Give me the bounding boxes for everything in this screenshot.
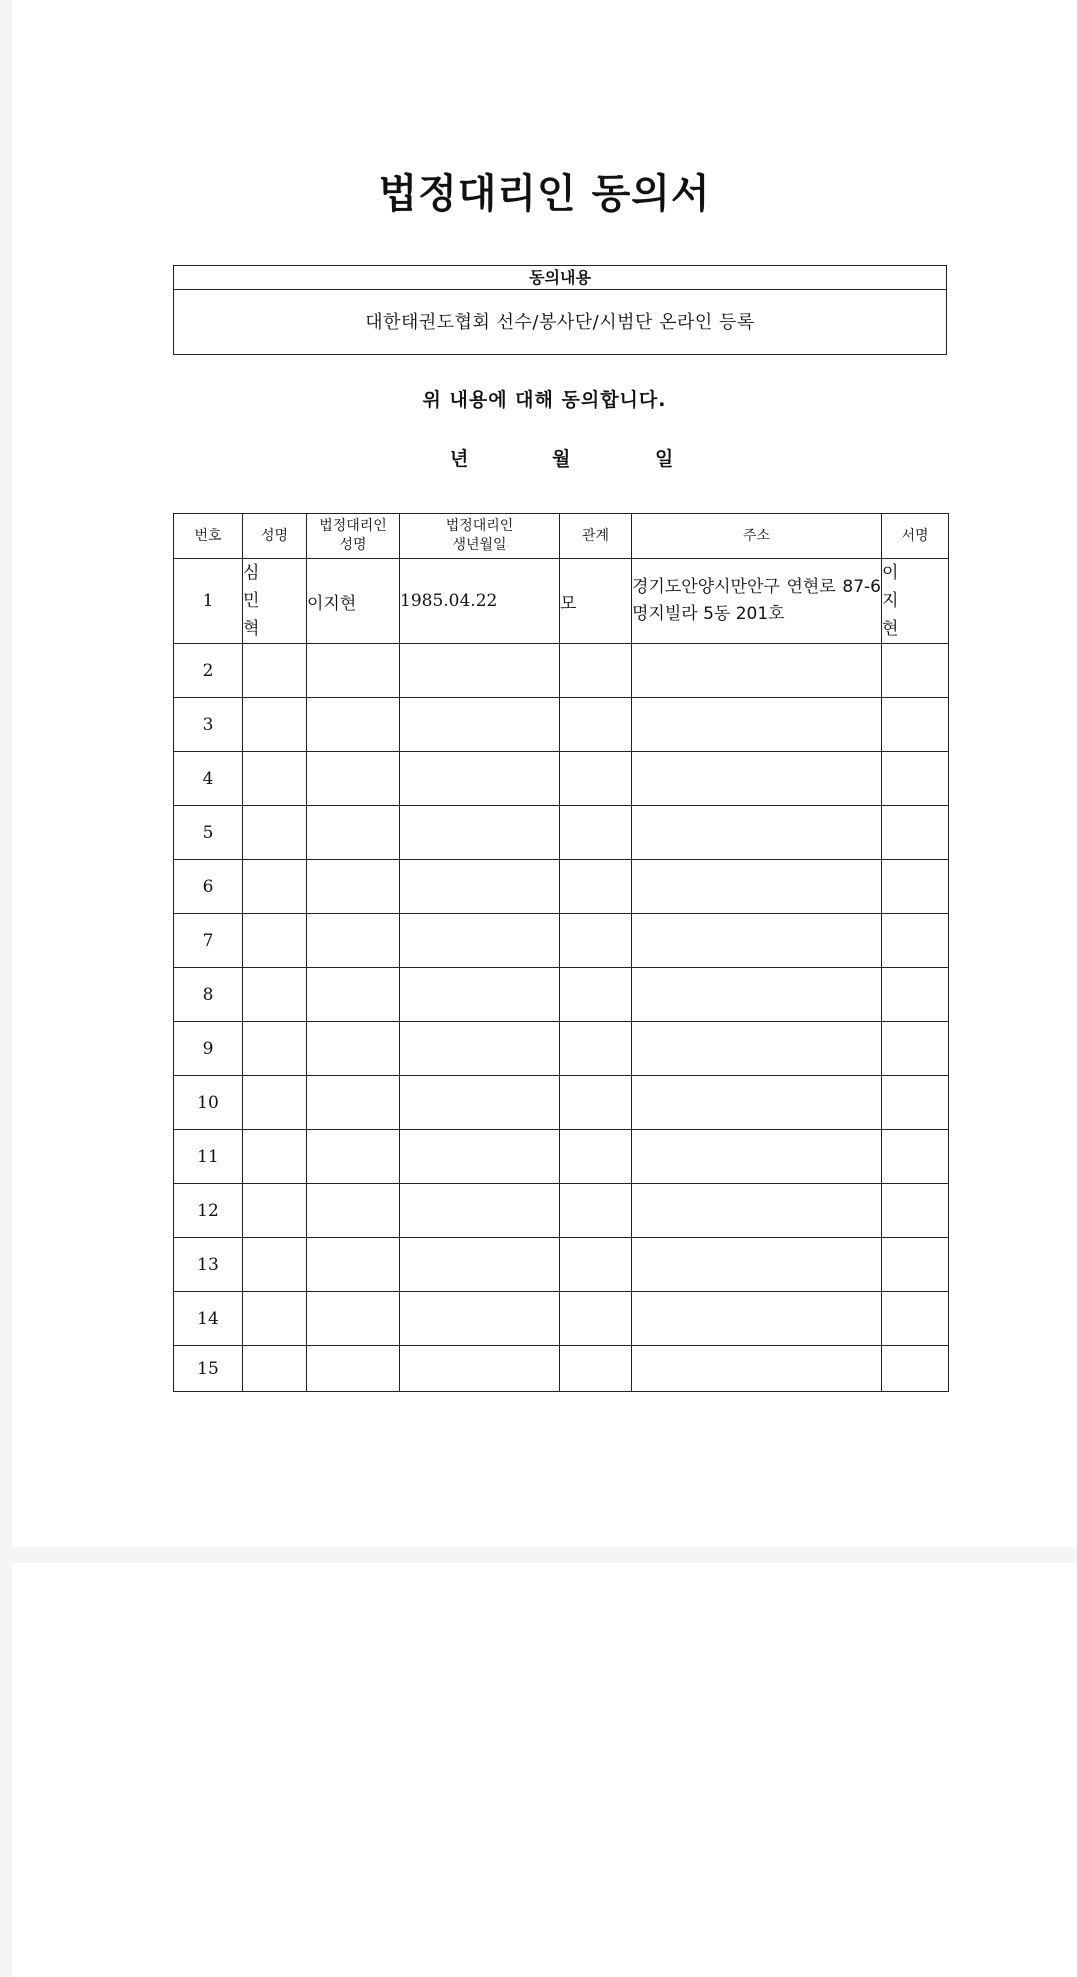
cell-address: [632, 752, 882, 806]
table-row: [174, 968, 949, 1022]
cell-signature: [882, 860, 949, 914]
header-address: 주소: [632, 514, 882, 559]
cell-guardian-birth: [400, 752, 560, 806]
cell-address: 경기도안양시만안구 연현로 87-6 명지빌라 5동 201호: [632, 559, 882, 644]
table-row: [174, 1238, 949, 1292]
cell-no: 14: [174, 1292, 243, 1346]
cell-signature: [882, 644, 949, 698]
cell-name: [243, 1076, 307, 1130]
cell-signature: [882, 1130, 949, 1184]
cell-no: 5: [174, 806, 243, 860]
cell-no: 8: [174, 968, 243, 1022]
date-year-label: 년: [450, 448, 469, 470]
cell-signature: [882, 806, 949, 860]
cell-signature: [882, 698, 949, 752]
cell-name: [243, 1238, 307, 1292]
cell-signature: [882, 752, 949, 806]
cell-signature: [882, 1238, 949, 1292]
cell-name: [243, 1292, 307, 1346]
cell-address: [632, 1346, 882, 1392]
table-row: [174, 1184, 949, 1238]
cell-signature: [882, 968, 949, 1022]
cell-signature: [882, 914, 949, 968]
header-no: 번호: [174, 514, 243, 559]
header-relation: 관계: [560, 514, 632, 559]
document-title: 법정대리인 동의서: [378, 171, 711, 217]
cell-guardian-birth: [400, 1292, 560, 1346]
header-guardian-birth: 법정대리인 생년월일: [400, 514, 560, 559]
cell-name: 심 민 혁: [243, 559, 307, 644]
cell-signature: [882, 1022, 949, 1076]
table-row: [174, 1130, 949, 1184]
cell-address: [632, 860, 882, 914]
cell-no: 6: [174, 860, 243, 914]
cell-name: [243, 1130, 307, 1184]
cell-guardian-birth: [400, 698, 560, 752]
cell-name: [243, 698, 307, 752]
cell-no: 15: [174, 1346, 243, 1392]
cell-guardian-birth: [400, 860, 560, 914]
cell-address: [632, 914, 882, 968]
cell-no: 1: [174, 559, 243, 644]
cell-relation: 모: [560, 559, 632, 644]
cell-no: 3: [174, 698, 243, 752]
cell-signature: [882, 1292, 949, 1346]
cell-relation: [560, 1022, 632, 1076]
table-row: [174, 1346, 949, 1392]
cell-relation: [560, 1076, 632, 1130]
consent-content: 대한태권도협회 선수/봉사단/시범단 온라인 등록: [365, 312, 755, 333]
table-row: [174, 860, 949, 914]
cell-guardian-name: [307, 1238, 400, 1292]
cell-name: [243, 1022, 307, 1076]
cell-relation: [560, 644, 632, 698]
cell-guardian-birth: [400, 1076, 560, 1130]
date-day-label: 일: [655, 448, 674, 470]
cell-guardian-name: [307, 806, 400, 860]
cell-address: [632, 1130, 882, 1184]
cell-address: [632, 1184, 882, 1238]
table-row: [174, 1022, 949, 1076]
cell-no: 4: [174, 752, 243, 806]
cell-no: 7: [174, 914, 243, 968]
table-row: [174, 559, 949, 644]
cell-guardian-birth: [400, 644, 560, 698]
cell-address: [632, 968, 882, 1022]
cell-name: [243, 752, 307, 806]
cell-name: [243, 806, 307, 860]
consent-box: [173, 265, 947, 355]
table-row: [174, 1076, 949, 1130]
cell-guardian-name: [307, 968, 400, 1022]
cell-guardian-name: [307, 860, 400, 914]
cell-relation: [560, 914, 632, 968]
cell-guardian-birth: [400, 968, 560, 1022]
cell-address: [632, 1022, 882, 1076]
cell-relation: [560, 1130, 632, 1184]
cell-relation: [560, 752, 632, 806]
cell-no: 9: [174, 1022, 243, 1076]
cell-guardian-name: [307, 1184, 400, 1238]
cell-guardian-name: [307, 1346, 400, 1392]
date-month-label: 월: [552, 448, 571, 470]
cell-guardian-birth: [400, 1130, 560, 1184]
cell-signature: 이 지 현: [882, 559, 949, 644]
cell-signature: [882, 1346, 949, 1392]
cell-guardian-name: [307, 914, 400, 968]
cell-relation: [560, 1238, 632, 1292]
cell-relation: [560, 1292, 632, 1346]
cell-guardian-birth: [400, 1184, 560, 1238]
cell-address: [632, 1076, 882, 1130]
header-name: 성명: [243, 514, 307, 559]
document-page-1: [12, 0, 1077, 1547]
table-row: [174, 752, 949, 806]
cell-name: [243, 1346, 307, 1392]
table-body: [174, 559, 949, 1392]
consent-header: 동의내용: [174, 266, 946, 290]
cell-relation: [560, 860, 632, 914]
cell-address: [632, 806, 882, 860]
cell-no: 10: [174, 1076, 243, 1130]
table-row: [174, 698, 949, 752]
cell-name: [243, 860, 307, 914]
table-row: [174, 914, 949, 968]
table-row: [174, 644, 949, 698]
cell-guardian-name: [307, 1130, 400, 1184]
table-row: [174, 1292, 949, 1346]
cell-no: 12: [174, 1184, 243, 1238]
document-page-2: [12, 1563, 1077, 1977]
table-row: [174, 806, 949, 860]
cell-relation: [560, 1346, 632, 1392]
cell-guardian-birth: [400, 1238, 560, 1292]
cell-name: [243, 968, 307, 1022]
header-signature: 서명: [882, 514, 949, 559]
cell-relation: [560, 806, 632, 860]
guardian-roster-table: [173, 513, 949, 1392]
cell-address: [632, 1292, 882, 1346]
agreement-statement: 위 내용에 대해 동의합니다.: [422, 389, 667, 411]
cell-name: [243, 644, 307, 698]
cell-guardian-name: 이지현: [307, 559, 400, 644]
cell-name: [243, 1184, 307, 1238]
cell-guardian-birth: [400, 1022, 560, 1076]
cell-name: [243, 914, 307, 968]
cell-no: 11: [174, 1130, 243, 1184]
cell-guardian-name: [307, 644, 400, 698]
cell-guardian-birth: 1985.04.22: [400, 559, 560, 644]
cell-relation: [560, 968, 632, 1022]
cell-guardian-name: [307, 698, 400, 752]
cell-no: 2: [174, 644, 243, 698]
cell-guardian-name: [307, 752, 400, 806]
cell-guardian-name: [307, 1292, 400, 1346]
cell-guardian-birth: [400, 914, 560, 968]
cell-guardian-birth: [400, 806, 560, 860]
cell-guardian-name: [307, 1076, 400, 1130]
cell-guardian-name: [307, 1022, 400, 1076]
cell-relation: [560, 698, 632, 752]
cell-address: [632, 644, 882, 698]
cell-address: [632, 1238, 882, 1292]
cell-address: [632, 698, 882, 752]
cell-signature: [882, 1076, 949, 1130]
header-guardian-name: 법정대리인 성명: [307, 514, 400, 559]
cell-no: 13: [174, 1238, 243, 1292]
table-header-row: [174, 514, 949, 559]
cell-guardian-birth: [400, 1346, 560, 1392]
cell-signature: [882, 1184, 949, 1238]
cell-relation: [560, 1184, 632, 1238]
